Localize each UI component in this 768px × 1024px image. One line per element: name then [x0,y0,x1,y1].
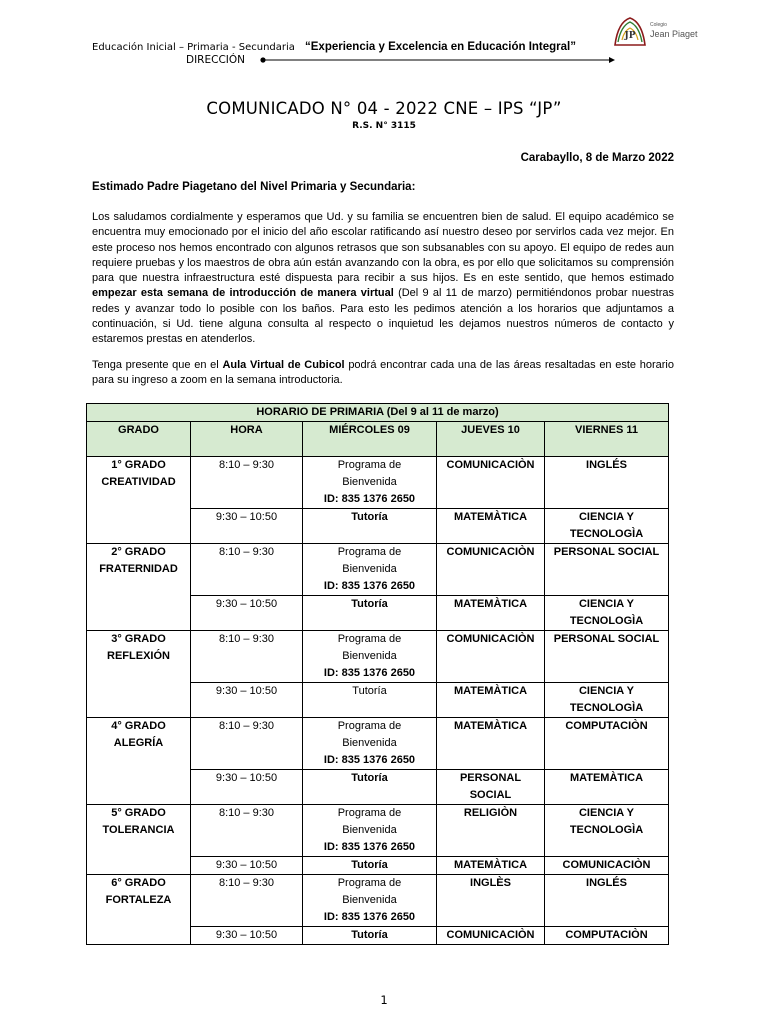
wednesday-cell: Tutoría [303,857,437,875]
wednesday-cell [303,718,437,770]
header-department: DIRECCIÓN [186,54,245,66]
wednesday-cell [303,457,437,509]
schedule-caption: HORARIO DE PRIMARIA (Del 9 al 11 de marzo) [87,404,669,422]
hora-cell: 9:30 – 10:50 [191,509,303,544]
logo-monogram: JP [624,31,636,41]
grade-name: CREATIVIDAD [101,476,176,488]
wednesday-cell: Tutoría [303,596,437,631]
resolution-number: R.S. N° 3115 [352,121,416,131]
grade-number: 1° GRADO [111,459,166,471]
wednesday-cell [303,631,437,683]
friday-cell: COMUNICACIÒN [545,857,669,875]
hora-cell: 8:10 – 9:30 [191,718,303,770]
hora-cell: 8:10 – 9:30 [191,875,303,927]
document-date: Carabayllo, 8 de Marzo 2022 [520,152,674,164]
grade-cell [87,805,191,875]
program-line: Bienvenida [342,737,397,749]
document-title: COMUNICADO N° 04 - 2022 CNE – IPS “JP” [206,99,562,118]
grade-cell [87,544,191,631]
grade-number: 4° GRADO [111,720,166,732]
friday-cell: INGLÉS [545,457,669,509]
col-header-jueves: JUEVES 10 [437,422,545,457]
grade-number: 6° GRADO [111,877,166,889]
wednesday-cell: Tutoría [303,509,437,544]
grade-number: 3° GRADO [111,633,166,645]
program-line: Bienvenida [342,650,397,662]
friday-cell: COMPUTACIÒN [545,718,669,770]
grade-cell [87,875,191,945]
friday-cell: CIENCIA Y TECNOLOGÌA [545,596,669,631]
wednesday-cell [303,805,437,857]
hora-cell: 9:30 – 10:50 [191,857,303,875]
grade-name: REFLEXIÓN [107,650,170,662]
thursday-cell: COMUNICACIÒN [437,544,545,596]
friday-cell: PERSONAL SOCIAL [545,631,669,683]
thursday-cell: MATEMÀTICA [437,509,545,544]
hora-cell: 8:10 – 9:30 [191,457,303,509]
hora-cell: 9:30 – 10:50 [191,770,303,805]
logo-name: Jean Piaget [650,29,698,39]
body-paragraph-2: Tenga presente que en el Aula Virtual de Cubicol podrá encontrar cada una de las áreas resaltadas en este horario para su ingreso a zoom en la semana introductoria. [92,359,674,387]
grade-name: ALEGRÍA [113,737,164,749]
wednesday-cell: Tutoría [303,683,437,718]
program-line: Programa de [337,807,402,819]
page-number: 1 [380,993,388,1007]
friday-cell: COMPUTACIÒN [545,927,669,945]
table-row [87,805,669,857]
zoom-id: ID: 835 1376 2650 [323,667,416,679]
grade-number: 5° GRADO [111,807,166,819]
program-line: Bienvenida [342,563,397,575]
program-line: Programa de [337,720,402,732]
body-paragraph-1: Los saludamos cordialmente y esperamos que Ud. y su familia se encuentren bien de salud. El equipo académico se encuentra muy emocionado por el inicio del año escolar ratificando así nuestro deseo por servirlos cada vez mejor. En este proceso nos hemos encontrado con algunos retrasos que son subsanables con su apoyo. El equipo de redes aun requiere pruebas y los maestros de obra aún están avanzando con la obra, es por ello que solicitamos su comprensión para que nuestra infraestructura esté dispuesta para recibir a sus hijos. Es en este sentido, que hemos estimado empezar esta semana de introducción de manera virtual (Del 9 al 11 de marzo) permitiéndonos probar nuestras redes y avanzar todo lo posible con los baños. Para esto les pedimos atención a los horarios que adjuntamos a continuación, si Ud. tiene alguna consulta al respecto o inquietud les dejamos nuestros números de contacto y estaremos prestas en atenderlos. [92,211,674,346]
program-line: Programa de [337,633,402,645]
hora-cell: 8:10 – 9:30 [191,544,303,596]
program-line: Programa de [337,877,402,889]
friday-cell: PERSONAL SOCIAL [545,544,669,596]
wednesday-cell [303,544,437,596]
zoom-id: ID: 835 1376 2650 [323,580,416,592]
school-emblem-icon [612,12,708,50]
table-row [87,718,669,770]
grade-cell [87,631,191,718]
thursday-cell: PERSONAL SOCIAL [437,770,545,805]
program-line: Bienvenida [342,894,397,906]
thursday-cell: MATEMÀTICA [437,718,545,770]
col-header-miercoles: MIÉRCOLES 09 [303,422,437,457]
program-line: Programa de [337,459,402,471]
table-row [87,544,669,596]
thursday-cell: RELIGIÒN [437,805,545,857]
wednesday-cell [303,875,437,927]
program-line: Programa de [337,546,402,558]
table-row [87,457,669,509]
hora-cell: 8:10 – 9:30 [191,805,303,857]
hora-cell: 9:30 – 10:50 [191,927,303,945]
friday-cell: MATEMÀTICA [545,770,669,805]
zoom-id: ID: 835 1376 2650 [323,911,416,923]
wednesday-cell: Tutoría [303,927,437,945]
school-logo [612,12,708,50]
col-header-hora: HORA [191,422,303,457]
zoom-id: ID: 835 1376 2650 [323,841,416,853]
thursday-cell: COMUNICACIÒN [437,457,545,509]
thursday-cell: COMUNICACIÒN [437,631,545,683]
greeting: Estimado Padre Piagetano del Nivel Primaria y Secundaria: [92,181,416,193]
thursday-cell: MATEMÀTICA [437,596,545,631]
schedule-table [86,403,669,945]
grade-number: 2° GRADO [111,546,166,558]
grade-cell [87,718,191,805]
zoom-id: ID: 835 1376 2650 [323,493,416,505]
friday-cell: CIENCIA Y TECNOLOGÌA [545,805,669,857]
col-header-viernes: VIERNES 11 [545,422,669,457]
table-row [87,875,669,927]
hora-cell: 9:30 – 10:50 [191,596,303,631]
header-levels: Educación Inicial – Primaria - Secundaria [92,42,295,53]
wednesday-cell: Tutoría [303,770,437,805]
friday-cell: INGLÉS [545,875,669,927]
program-line: Bienvenida [342,824,397,836]
header-arrow-line [260,57,615,63]
thursday-cell: MATEMÀTICA [437,857,545,875]
thursday-cell: MATEMÀTICA [437,683,545,718]
program-line: Bienvenida [342,476,397,488]
hora-cell: 9:30 – 10:50 [191,683,303,718]
col-header-grado: GRADO [87,422,191,457]
logo-small-text: Colegio [650,22,667,28]
grade-cell [87,457,191,544]
header-motto: “Experiencia y Excelencia en Educación Integral” [305,41,577,53]
hora-cell: 8:10 – 9:30 [191,631,303,683]
table-row [87,631,669,683]
friday-cell: CIENCIA Y TECNOLOGÌA [545,509,669,544]
thursday-cell: INGLÈS [437,875,545,927]
schedule-body [87,457,669,945]
grade-name: TOLERANCIA [102,824,175,836]
zoom-id: ID: 835 1376 2650 [323,754,416,766]
grade-name: FORTALEZA [105,894,172,906]
friday-cell: CIENCIA Y TECNOLOGÌA [545,683,669,718]
grade-name: FRATERNIDAD [99,563,178,575]
thursday-cell: COMUNICACIÒN [437,927,545,945]
